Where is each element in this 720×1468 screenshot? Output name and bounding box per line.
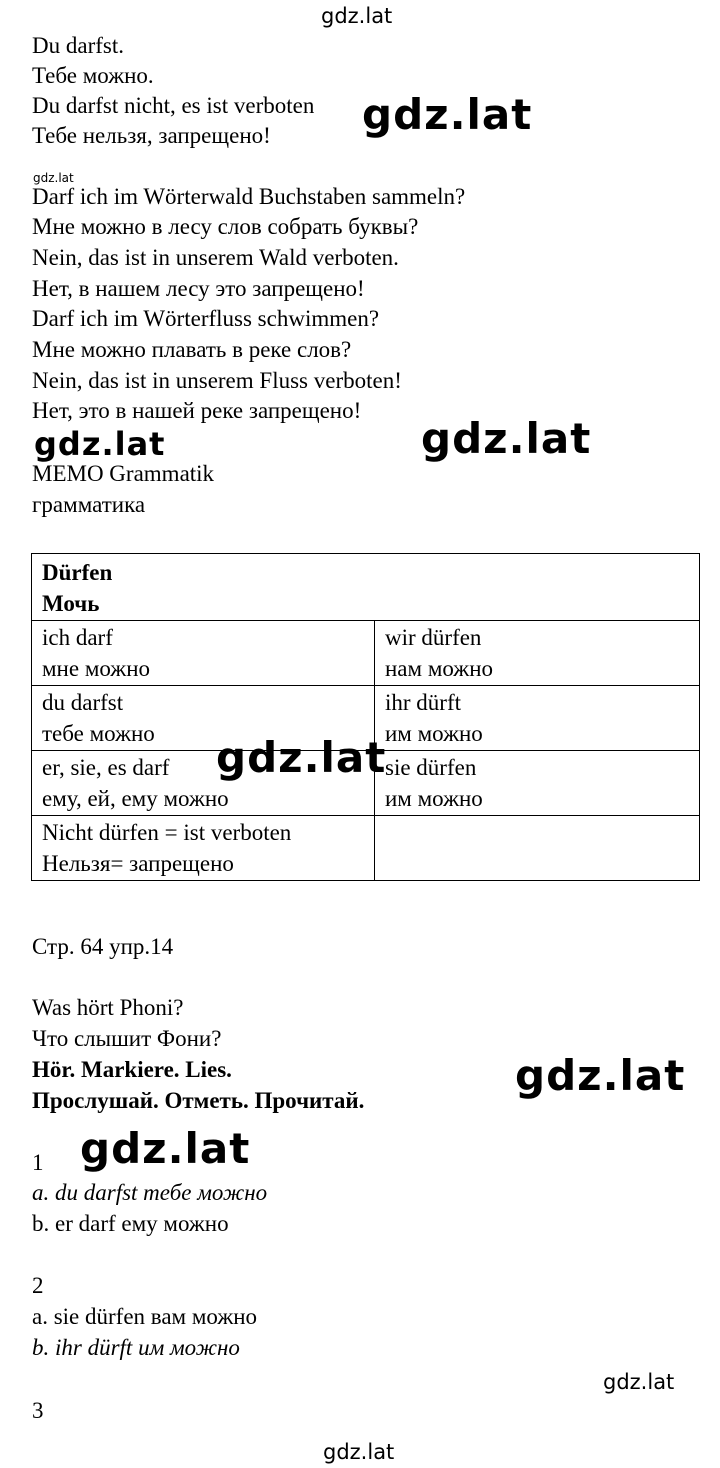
memo-subtitle: грамматика [32, 492, 146, 517]
exercise-task-de: Hör. Markiere. Lies. [32, 1057, 232, 1082]
exercise-question-ru: Что слышит Фони? [32, 1026, 222, 1051]
table-cell [32, 621, 375, 686]
question-line: Nein, das ist in unserem Fluss verboten! [32, 368, 402, 393]
item-number: 1 [32, 1150, 44, 1175]
item-option-b: b. ihr dürft им можно [32, 1335, 240, 1360]
watermark: gdz.lat [34, 425, 166, 463]
cell-text: нам можно [385, 656, 494, 681]
question-line: Nein, das ist in unserem Wald verboten. [32, 245, 399, 270]
cell-text: им можно [385, 786, 483, 811]
cell-text: ich darf [42, 625, 113, 650]
dialog-line: Du darfst nicht, es ist verboten [32, 93, 315, 118]
watermark: gdz.lat [421, 414, 592, 463]
cell-text: ему, ей, ему можно [42, 786, 229, 811]
cell-text: er, sie, es darf [42, 755, 170, 780]
cell-text: wir dürfen [385, 625, 482, 650]
cell-text: Nicht dürfen = ist verboten [42, 820, 292, 845]
watermark: gdz.lat [216, 733, 387, 782]
cell-text: им можно [385, 721, 483, 746]
watermark: gdz.lat [362, 90, 533, 139]
question-line: Мне можно плавать в реке слов? [32, 337, 352, 362]
grammar-table [31, 553, 700, 881]
cell-text [385, 817, 689, 848]
heading-ru: Мочь [42, 591, 100, 616]
watermark: gdz.lat [33, 171, 74, 185]
item-number: 3 [32, 1398, 44, 1423]
table-cell [32, 816, 375, 881]
question-line: Нет, это в нашей реке запрещено! [32, 398, 362, 423]
question-line: Darf ich im Wörterfluss schwimmen? [32, 306, 380, 331]
item-option-b: b. er darf ему можно [32, 1211, 229, 1236]
table-cell [375, 816, 700, 881]
table-cell [375, 686, 700, 751]
question-line: Мне можно в лесу слов собрать буквы? [32, 214, 419, 239]
dialog-line: Тебе можно. [32, 63, 154, 88]
table-cell [32, 751, 375, 816]
table-row [32, 686, 700, 751]
table-heading [32, 554, 700, 621]
cell-text: sie dürfen [385, 755, 477, 780]
cell-text: Нельзя= запрещено [42, 851, 234, 876]
heading-de: Dürfen [42, 560, 113, 585]
exercise-task-ru: Прослушай. Отметь. Прочитай. [32, 1088, 365, 1113]
item-option-a: a. sie dürfen вам можно [32, 1304, 258, 1329]
cell-text [385, 848, 689, 879]
table-cell [375, 751, 700, 816]
watermark: gdz.lat [321, 4, 393, 28]
cell-text: тебе можно [42, 721, 155, 746]
watermark: gdz.lat [80, 1124, 251, 1173]
question-line: Нет, в нашем лесу это запрещено! [32, 276, 365, 301]
exercise-question-de: Was hört Phoni? [32, 995, 184, 1020]
cell-text: мне можно [42, 656, 151, 681]
table-cell [32, 686, 375, 751]
dialog-line: Тебе нельзя, запрещено! [32, 123, 271, 148]
watermark: gdz.lat [515, 1051, 686, 1100]
cell-text: du darfst [42, 690, 124, 715]
table-cell [375, 621, 700, 686]
dialog-line: Du darfst. [32, 33, 124, 58]
cell-text: ihr dürft [385, 690, 462, 715]
table-row [32, 816, 700, 881]
question-line: Darf ich im Wörterwald Buchstaben sammeln? [32, 184, 466, 209]
item-number: 2 [32, 1273, 44, 1298]
watermark: gdz.lat [603, 1370, 675, 1394]
memo-title: MEMO Grammatik [32, 461, 215, 486]
item-option-a: a. du darfst тебе можно [32, 1180, 268, 1205]
table-row [32, 751, 700, 816]
table-row [32, 621, 700, 686]
table-header-row [32, 554, 700, 621]
watermark: gdz.lat [323, 1440, 395, 1464]
exercise-ref: Стр. 64 упр.14 [32, 934, 174, 959]
